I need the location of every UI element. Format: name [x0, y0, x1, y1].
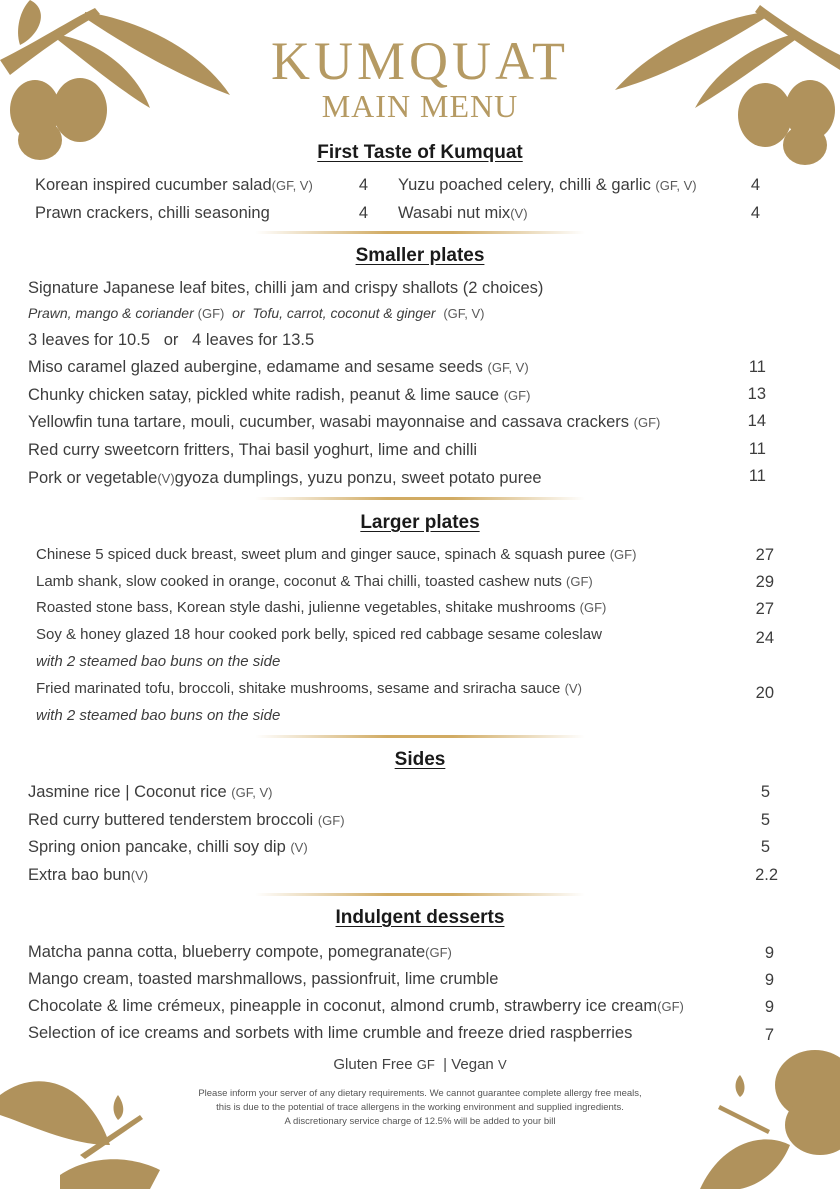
item-price: 11 — [748, 440, 766, 458]
item-price: 14 — [747, 412, 766, 430]
legend-v-code: V — [497, 1057, 507, 1072]
dietary-tag: (GF) — [566, 574, 593, 589]
dietary-tag: (GF, V) — [443, 306, 485, 321]
item-price: 4 — [750, 176, 760, 194]
menu-item — [28, 838, 308, 857]
menu-item — [36, 546, 636, 563]
menu-item — [35, 176, 313, 195]
menu-item — [28, 783, 272, 802]
legend-vegan-label: | Vegan — [443, 1056, 494, 1073]
leaf-bites-pricing: 3 leaves for 10.5 or 4 leaves for 13.5 — [28, 331, 315, 349]
item-price: 4 — [750, 204, 760, 222]
item-name: Korean inspired cucumber salad — [35, 176, 272, 194]
item-price: 13 — [747, 385, 766, 403]
legend-gf-label: Gluten Free — [333, 1056, 413, 1073]
item-name: Yuzu poached celery, chilli & garlic — [398, 176, 651, 194]
item-price: 27 — [755, 546, 774, 564]
item-price: 4 — [358, 176, 368, 194]
item-name: Wasabi nut mix — [398, 204, 511, 222]
dietary-tag: (GF) — [503, 388, 531, 403]
item-price: 20 — [755, 684, 774, 702]
dietary-tag: (GF, V) — [655, 178, 697, 193]
dietary-tag: (GF) — [579, 600, 607, 615]
dietary-tag: (V) — [130, 868, 149, 883]
item-name: Pork or vegetable — [28, 469, 158, 487]
menu-item — [36, 680, 582, 697]
item-name: Prawn crackers, chilli seasoning — [35, 204, 270, 222]
menu-item — [28, 1024, 632, 1043]
item-price: 7 — [764, 1026, 774, 1044]
dietary-tag: (GF) — [609, 547, 637, 562]
item-name: Mango cream, toasted marshmallows, passionfruit, lime crumble — [28, 970, 499, 988]
item-name: Red curry sweetcorn fritters, Thai basil yoghurt, lime and chilli — [28, 441, 478, 459]
item-price: 9 — [764, 971, 774, 989]
item-name: Extra bao bun — [28, 866, 131, 884]
item-name: Matcha panna cotta, blueberry compote, pomegranate — [28, 943, 426, 961]
menu-item — [28, 970, 498, 989]
menu-item — [28, 469, 542, 488]
menu-item — [398, 204, 528, 223]
dietary-tag: (V) — [290, 840, 308, 855]
dietary-legend — [0, 1056, 840, 1073]
dietary-tag: (V) — [564, 681, 582, 696]
item-price: 29 — [755, 573, 774, 591]
menu-item — [28, 997, 684, 1016]
item-name: Red curry buttered tenderstem broccoli — [28, 811, 314, 829]
item-name: Selection of ice creams and sorbets with lime crumble and freeze dried raspberries — [28, 1024, 633, 1042]
item-name: Fried marinated tofu, broccoli, shitake mushrooms, sesame and sriracha sauce — [36, 680, 561, 697]
restaurant-name: KUMQUAT — [271, 31, 569, 91]
item-price: 5 — [760, 838, 770, 856]
item-note: with 2 steamed bao buns on the side — [36, 653, 281, 670]
menu-item — [28, 358, 529, 377]
item-name: Lamb shank, slow cooked in orange, coconut & Thai chilli, toasted cashew nuts — [36, 573, 562, 590]
menu-item — [36, 626, 602, 643]
leaf-bites-choices — [28, 305, 485, 321]
leaf-bites-title: Signature Japanese leaf bites, chilli jam and crispy shallots (2 choices) — [28, 279, 544, 297]
item-note: with 2 steamed bao buns on the side — [36, 707, 281, 724]
menu-item — [36, 599, 606, 616]
menu-item — [28, 811, 345, 830]
dietary-tag: (V) — [510, 206, 528, 221]
legend-gf-code: GF — [416, 1057, 435, 1072]
choice-1: Prawn, mango & coriander — [28, 305, 194, 321]
dietary-tag: (GF, V) — [487, 360, 529, 375]
notice-line-1: Please inform your server of any dietary requirements. We cannot guarantee complete allergy free meals, — [198, 1088, 642, 1099]
dietary-tag: (GF, V) — [271, 178, 313, 193]
dietary-tag: (GF) — [425, 945, 452, 960]
item-name: Miso caramel glazed aubergine, edamame and sesame seeds — [28, 358, 483, 376]
item-price: 24 — [755, 629, 774, 647]
menu-item — [36, 573, 593, 590]
allergy-notice — [0, 1087, 840, 1129]
section-title-sides: Sides — [394, 749, 446, 770]
menu-item — [28, 386, 530, 405]
gold-divider — [255, 893, 585, 896]
menu-item — [28, 866, 148, 885]
item-name: Roasted stone bass, Korean style dashi, julienne vegetables, shitake mushrooms — [36, 599, 576, 616]
item-price: 5 — [760, 811, 770, 829]
item-price: 9 — [764, 998, 774, 1016]
service-charge-note: A discretionary service charge of 12.5% will be added to your bill — [284, 1116, 556, 1127]
dietary-tag: (V) — [157, 471, 175, 486]
choice-2: Tofu, carrot, coconut & ginger — [252, 305, 436, 321]
item-name: Chinese 5 spiced duck breast, sweet plum and ginger sauce, spinach & squash puree — [36, 546, 606, 563]
section-title-larger-plates: Larger plates — [360, 512, 480, 533]
section-title-desserts: Indulgent desserts — [335, 907, 505, 928]
gold-divider — [255, 497, 585, 500]
menu-item — [35, 204, 270, 223]
gold-divider — [255, 735, 585, 738]
gold-divider — [255, 231, 585, 234]
section-title-first-taste: First Taste of Kumquat — [317, 142, 523, 163]
dietary-tag: (GF, V) — [231, 785, 273, 800]
item-price: 5 — [760, 783, 770, 801]
section-title-smaller-plates: Smaller plates — [355, 245, 485, 266]
dietary-tag: (GF) — [197, 306, 225, 321]
item-price: 4 — [358, 204, 368, 222]
item-name: Spring onion pancake, chilli soy dip — [28, 838, 286, 856]
item-price: 9 — [764, 944, 774, 962]
dietary-tag: (GF) — [657, 999, 684, 1014]
dietary-tag: (GF) — [317, 813, 345, 828]
menu-item — [28, 413, 660, 432]
item-name: Yellowfin tuna tartare, mouli, cucumber, wasabi mayonnaise and cassava crackers — [28, 413, 630, 431]
item-name: Jasmine rice | Coconut rice — [28, 783, 227, 801]
menu-item — [28, 441, 477, 460]
item-name: Chocolate & lime crémeux, pineapple in coconut, almond crumb, strawberry ice cream — [28, 997, 658, 1015]
item-name: Soy & honey glazed 18 hour cooked pork belly, spiced red cabbage sesame coleslaw — [36, 626, 602, 643]
menu-title: MAIN MENU — [321, 88, 519, 124]
item-name: Chunky chicken satay, pickled white radish, peanut & lime sauce — [28, 386, 500, 404]
menu-item — [398, 176, 697, 195]
item-price: 2.2 — [755, 866, 778, 884]
or-text: or — [232, 305, 245, 321]
item-price: 27 — [755, 600, 774, 618]
item-name-suffix: gyoza dumplings, yuzu ponzu, sweet potato puree — [174, 469, 542, 487]
item-price: 11 — [748, 467, 766, 485]
dietary-tag: (GF) — [633, 415, 661, 430]
menu-item — [28, 943, 452, 962]
notice-line-2: this is due to the potential of trace allergens in the working environment and supplied ingredients. — [216, 1102, 624, 1113]
item-price: 11 — [748, 358, 766, 376]
